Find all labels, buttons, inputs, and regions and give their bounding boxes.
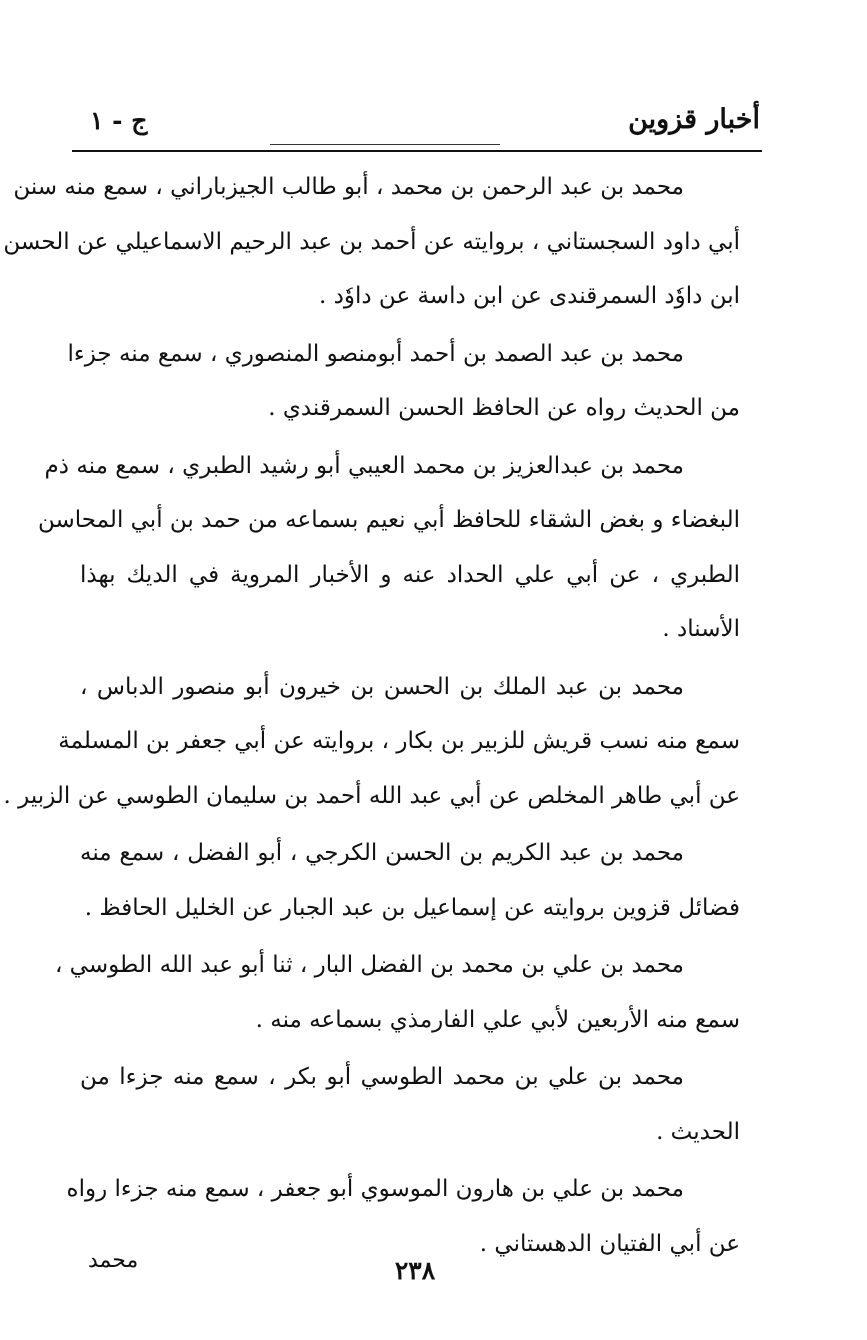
running-title: أخبار قزوين bbox=[628, 104, 760, 135]
header-rule bbox=[72, 150, 762, 152]
entry-4 bbox=[3, 660, 740, 824]
entry-line: من الحديث رواه عن الحافظ الحسن السمرقندي . bbox=[268, 395, 740, 421]
entry-2 bbox=[67, 327, 740, 436]
entry-line: أبي داود السجستاني ، بروايته عن أحمد بن عبد الرحيم الاسماعيلي عن الحسن bbox=[3, 228, 740, 255]
entry-line: محمد بن علي بن محمد الطوسي أبو بكر ، سمع منه جزءا من bbox=[80, 1064, 684, 1090]
entry-3 bbox=[38, 439, 740, 657]
entry-line: محمد بن عبد الملك بن الحسن بن خيرون أبو منصور الدباس ، bbox=[80, 673, 684, 700]
entry-8 bbox=[66, 1162, 740, 1271]
entry-line: سمع منه الأربعين لأبي علي الفارمذي بسماعه منه . bbox=[255, 1006, 740, 1033]
entry-line: البغضاء و بغض الشقاء للحافظ أبي نعيم بسماعه من حمد بن أبي المحاسن bbox=[38, 507, 740, 533]
entry-line: عن أبي طاهر المخلص عن أبي عبد الله أحمد بن سليمان الطوسي عن الزبير . bbox=[3, 782, 740, 809]
entry-line: محمد بن عبد الصمد بن أحمد أبومنصو المنصوري ، سمع منه جزءا bbox=[67, 340, 684, 367]
entry-line: محمد بن عبد الرحمن بن محمد ، أبو طالب الجيزباراني ، سمع منه سنن bbox=[13, 174, 684, 200]
page-body bbox=[3, 160, 740, 1274]
header-rule-thin bbox=[270, 144, 500, 145]
page-number: ٢٣٨ bbox=[394, 1256, 436, 1285]
volume-label: ج - ١ bbox=[90, 106, 148, 135]
entry-1 bbox=[3, 160, 740, 324]
entry-7 bbox=[80, 1050, 740, 1159]
entry-line: محمد بن علي بن محمد بن الفضل البار ، ثنا أبو عبد الله الطوسي ، bbox=[54, 952, 684, 978]
page-header bbox=[70, 96, 760, 150]
catchword: محمد bbox=[88, 1248, 139, 1273]
entry-5 bbox=[80, 826, 740, 935]
entry-line: عن أبي الفتيان الدهستاني . bbox=[479, 1230, 740, 1257]
entry-line: محمد بن علي بن هارون الموسوي أبو جعفر ، سمع منه جزءا رواه bbox=[66, 1176, 684, 1202]
entry-6 bbox=[54, 938, 740, 1047]
entry-line: الحديث . bbox=[656, 1118, 740, 1145]
entry-line: الأسناد . bbox=[662, 616, 740, 642]
entry-line: محمد بن عبدالعزيز بن محمد العيبي أبو رشيد الطبري ، سمع منه ذم bbox=[44, 452, 684, 479]
entry-line: سمع منه نسب قريش للزبير بن بكار ، بروايته عن أبي جعفر بن المسلمة bbox=[58, 728, 740, 754]
entry-line: محمد بن عبد الكريم بن الحسن الكرجي ، أبو الفضل ، سمع منه bbox=[80, 840, 684, 866]
entry-line: الطبري ، عن أبي علي الحداد عنه و الأخبار المروية في الديك بهذا bbox=[80, 561, 740, 588]
entry-line: فضائل قزوين بروايته عن إسماعيل بن عبد الجبار عن الخليل الحافظ . bbox=[84, 894, 740, 921]
entry-line: ابن داوٗد السمرقندی عن ابن داسة عن داوٗد . bbox=[319, 283, 740, 309]
